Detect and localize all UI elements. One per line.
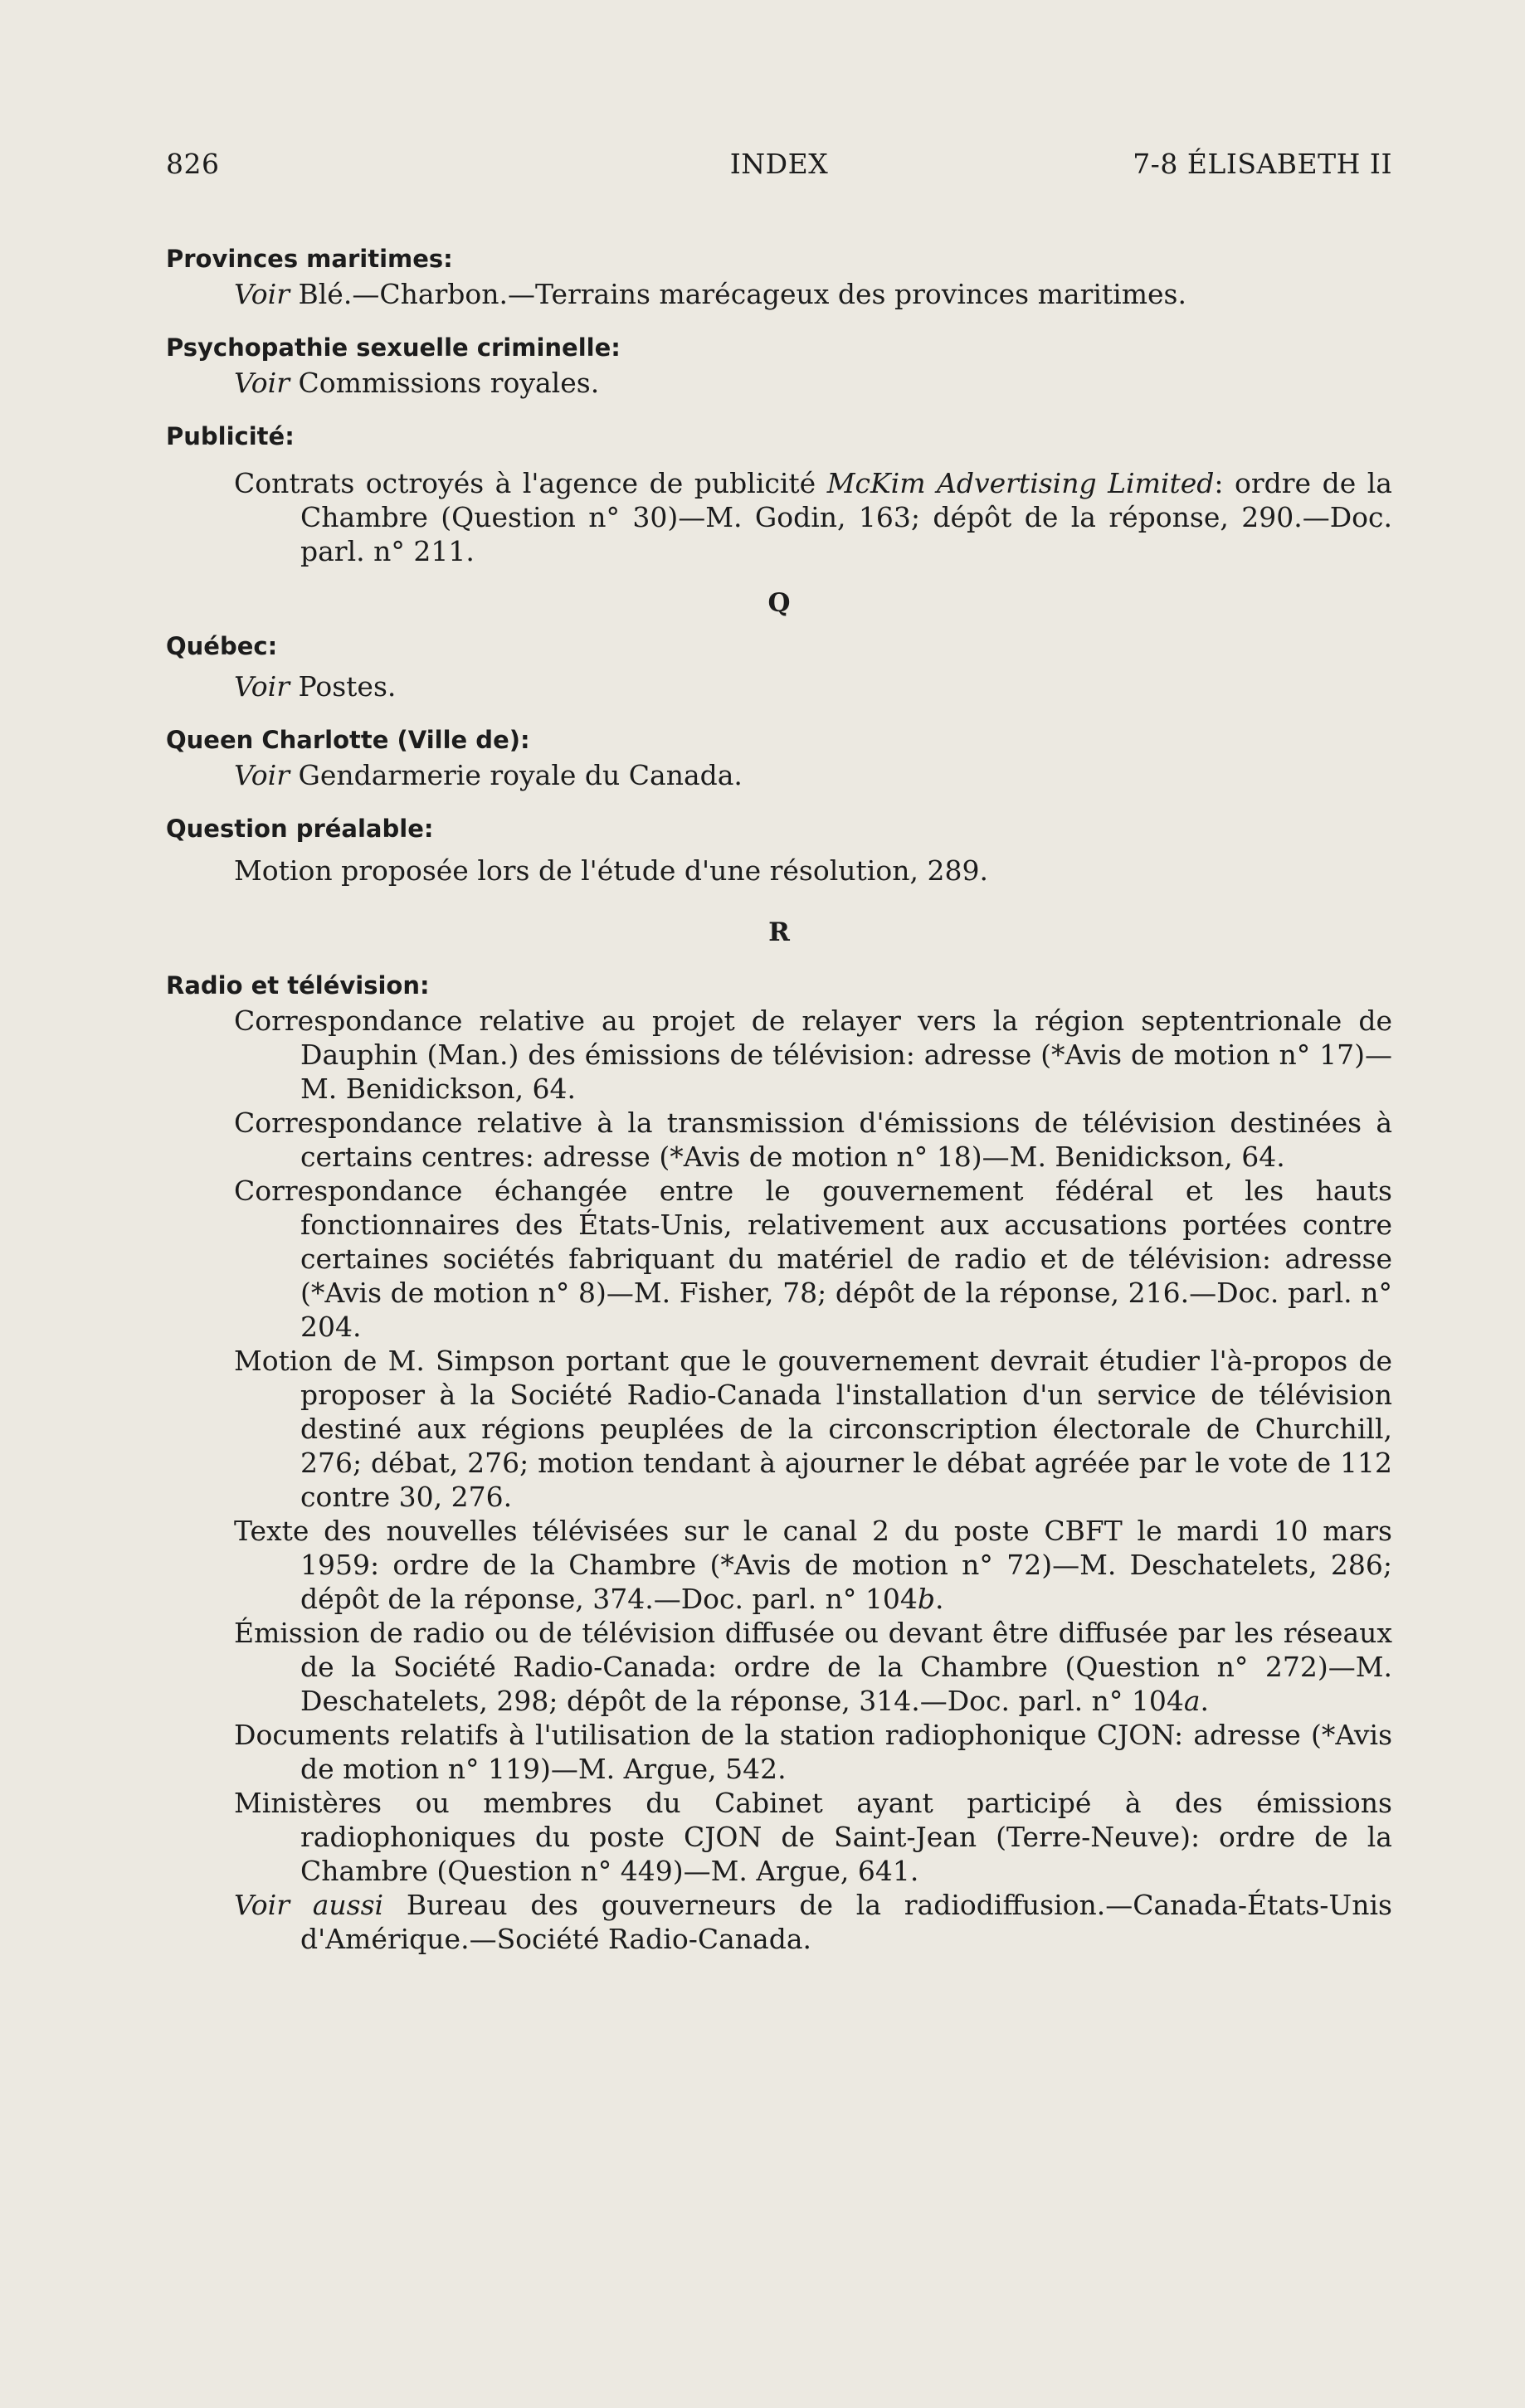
- doc-suffix: b: [917, 1583, 935, 1615]
- entry-text: Gendarmerie royale du Canada.: [290, 759, 743, 791]
- page-number: 826: [166, 148, 220, 180]
- entry-radio-3: Correspondance échangée entre le gouvernement fédéral et les hauts fonctionnaires des États-Unis, relativement aux accusations portées contre certaines sociétés fabriquant du matériel de radio et de télévision: adresse (*Avis de motion n° 8)—M. Fisher, 78; dépôt de la réponse, 216.—Doc. parl. n° 204.: [234, 1175, 1392, 1343]
- company-name: McKim Advertising Limited: [826, 467, 1215, 499]
- letter-divider-r: R: [768, 917, 790, 947]
- entry-psychopathie: [166, 366, 1392, 400]
- entry-text: .: [934, 1583, 944, 1615]
- entry-radio-4: Motion de M. Simpson portant que le gouvernement devrait étudier l'à-propos de proposer à la Société Radio-Canada l'installation d'un service de télévision destiné aux régions peuplées de la circonscription électorale de Churchill, 276; débat, 276; motion tendant à ajourner le débat agréée par le vote de 112 contre 30, 276.: [234, 1345, 1392, 1513]
- entry-text: : ordre de la Chambre (Question n° 30)—M. Godin, 163; dépôt de la réponse, 290.—Doc. parl. n° 211.: [300, 467, 1392, 567]
- entry-queen-charlotte: [166, 758, 1392, 792]
- heading-question-prealable: Question préalable:: [166, 815, 434, 843]
- heading-provinces-maritimes: Provinces maritimes:: [166, 245, 453, 273]
- voir-aussi-label: Voir aussi: [234, 1889, 384, 1921]
- entry-text: Postes.: [290, 670, 397, 703]
- entry-text: .: [1200, 1685, 1210, 1717]
- entry-radio-6: [166, 1616, 1392, 1718]
- doc-suffix: a: [1183, 1685, 1201, 1717]
- entry-text: Bureau des gouverneurs de la radiodiffusion.—Canada-États-Unis d'Amérique.—Société Radio-Canada.: [300, 1889, 1392, 1955]
- entry-publicite: [166, 466, 1392, 568]
- voir-label: Voir: [234, 759, 290, 791]
- entry-radio-2: Correspondance relative à la transmission d'émissions de télévision destinées à certains centres: adresse (*Avis de motion n° 18)—M. Benidickson, 64.: [234, 1107, 1392, 1173]
- regnal-year: 7-8 ÉLISABETH II: [1133, 148, 1392, 180]
- heading-queen-charlotte: Queen Charlotte (Ville de):: [166, 726, 530, 754]
- voir-label: Voir: [234, 670, 290, 703]
- voir-label: Voir: [234, 367, 290, 399]
- entry-radio-5: [166, 1514, 1392, 1616]
- heading-psychopathie: Psychopathie sexuelle criminelle:: [166, 333, 621, 362]
- heading-radio-television: Radio et télévision:: [166, 971, 430, 1000]
- heading-quebec: Québec:: [166, 632, 278, 660]
- voir-label: Voir: [234, 278, 290, 310]
- entry-provinces-maritimes: [166, 277, 1392, 311]
- entry-quebec: [166, 669, 1392, 703]
- entry-radio-voir-aussi: [166, 1888, 1392, 1956]
- entry-text: Contrats octroyés à l'agence de publicité: [234, 467, 827, 499]
- entry-text: Blé.—Charbon.—Terrains marécageux des provinces maritimes.: [290, 278, 1186, 310]
- entry-radio-8: Ministères ou membres du Cabinet ayant participé à des émissions radiophoniques du poste CJON de Saint-Jean (Terre-Neuve): ordre de la Chambre (Question n° 449)—M. Argue, 641.: [234, 1787, 1392, 1887]
- entry-radio-7: Documents relatifs à l'utilisation de la station radiophonique CJON: adresse (*Avis de motion n° 119)—M. Argue, 542.: [234, 1719, 1392, 1785]
- index-content: [166, 241, 1392, 1956]
- running-title: INDEX: [729, 148, 829, 180]
- heading-publicite: Publicité:: [166, 422, 295, 450]
- page-header: [166, 148, 1392, 189]
- entry-text: Texte des nouvelles télévisées sur le canal 2 du poste CBFT le mardi 10 mars 1959: ordre de la Chambre (*Avis de motion n° 72)—M. Deschatelets, 286; dépôt de la réponse, 374.—Doc. parl. n° 104: [234, 1515, 1392, 1615]
- entry-radio-1: Correspondance relative au projet de relayer vers la région septentrionale de Dauphin (Man.) des émissions de télévision: adresse (*Avis de motion n° 17)—M. Benidickson, 64.: [234, 1005, 1392, 1105]
- entry-question-prealable: Motion proposée lors de l'étude d'une résolution, 289.: [234, 854, 988, 887]
- entry-text: Émission de radio ou de télévision diffusée ou devant être diffusée par les réseaux de la Société Radio-Canada: ordre de la Chambre (Question n° 272)—M. Deschatelets, 298; dépôt de la réponse, 314.—Doc. parl. n° 104: [234, 1617, 1392, 1717]
- entry-text: Commissions royales.: [290, 367, 600, 399]
- letter-divider-q: Q: [767, 588, 791, 618]
